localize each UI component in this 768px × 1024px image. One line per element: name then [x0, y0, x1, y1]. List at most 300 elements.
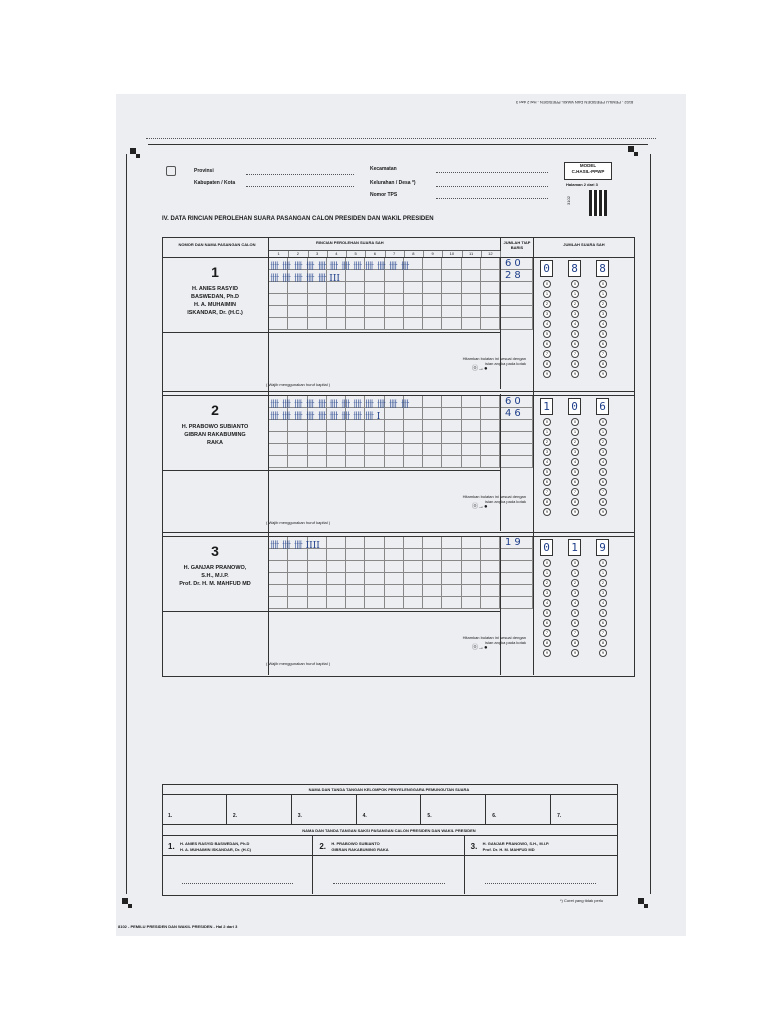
row-total-cell[interactable] — [501, 444, 533, 456]
tally-cell[interactable] — [346, 306, 365, 318]
tally-cell[interactable] — [462, 408, 481, 420]
tally-cell[interactable] — [462, 537, 481, 549]
tally-cell[interactable] — [327, 306, 346, 318]
digit-bubble[interactable]: 8 — [543, 639, 551, 647]
digit-bubble[interactable]: 9 — [571, 508, 579, 516]
tally-cell[interactable] — [385, 432, 404, 444]
tally-cell[interactable] — [423, 294, 442, 306]
tally-cell[interactable] — [385, 282, 404, 294]
tally-cell[interactable] — [288, 318, 307, 330]
tally-cell[interactable] — [327, 456, 346, 468]
digit-bubble[interactable]: 4 — [571, 599, 579, 607]
tally-cell[interactable] — [385, 318, 404, 330]
total-digit-box[interactable]: 0 — [540, 539, 553, 556]
row-total-cell[interactable] — [501, 432, 533, 444]
tally-cell[interactable] — [462, 318, 481, 330]
digit-bubble[interactable]: 4 — [599, 458, 607, 466]
tally-cell[interactable] — [346, 282, 365, 294]
tally-cell[interactable] — [269, 561, 288, 573]
tally-cell[interactable] — [423, 396, 442, 408]
provinsi-field[interactable] — [246, 174, 354, 175]
tally-cell[interactable] — [442, 537, 461, 549]
tally-cell[interactable] — [365, 585, 384, 597]
tally-cell[interactable] — [481, 258, 500, 270]
tally-cell[interactable] — [346, 597, 365, 609]
saksi-slot[interactable] — [465, 835, 615, 894]
digit-bubble[interactable]: 9 — [543, 508, 551, 516]
tally-cell[interactable] — [442, 549, 461, 561]
tally-cell[interactable] — [423, 597, 442, 609]
digit-bubble[interactable]: 4 — [571, 458, 579, 466]
kpps-slot[interactable] — [357, 794, 422, 824]
tally-cell[interactable] — [481, 456, 500, 468]
tally-cell[interactable] — [462, 294, 481, 306]
tally-cell[interactable] — [481, 444, 500, 456]
tally-cell[interactable] — [385, 537, 404, 549]
digit-bubble[interactable]: 7 — [571, 629, 579, 637]
tally-cell[interactable] — [442, 420, 461, 432]
tally-cell[interactable] — [481, 318, 500, 330]
digit-bubble[interactable]: 3 — [571, 310, 579, 318]
tally-cell[interactable] — [346, 561, 365, 573]
tally-cell[interactable] — [269, 294, 288, 306]
digit-bubble[interactable]: 7 — [571, 488, 579, 496]
tally-cell[interactable] — [327, 537, 346, 549]
tally-cell[interactable] — [404, 318, 423, 330]
tally-cell[interactable] — [423, 318, 442, 330]
digit-bubble[interactable]: 1 — [543, 428, 551, 436]
digit-bubble[interactable]: 1 — [543, 290, 551, 298]
candidate-name-box — [162, 258, 268, 333]
tally-cell[interactable] — [365, 306, 384, 318]
tally-cell[interactable] — [269, 585, 288, 597]
total-digit-box[interactable]: 1 — [540, 398, 553, 415]
tally-cell[interactable] — [481, 561, 500, 573]
digit-bubble[interactable]: 9 — [599, 370, 607, 378]
digit-bubble[interactable]: 2 — [571, 438, 579, 446]
digit-bubble[interactable]: 1 — [543, 569, 551, 577]
tally-cell[interactable] — [442, 282, 461, 294]
tally-cell[interactable] — [481, 306, 500, 318]
tally-cell[interactable] — [481, 537, 500, 549]
digit-bubble[interactable]: 6 — [543, 478, 551, 486]
tally-cell[interactable] — [269, 318, 288, 330]
tally-cell[interactable] — [423, 270, 442, 282]
tally-cell[interactable] — [365, 561, 384, 573]
tally-cell[interactable] — [423, 537, 442, 549]
digit-bubble[interactable]: 5 — [543, 330, 551, 338]
digit-bubble[interactable]: 6 — [543, 340, 551, 348]
tally-cell[interactable] — [442, 456, 461, 468]
tally-cell[interactable] — [288, 597, 307, 609]
tally-cell[interactable] — [404, 597, 423, 609]
digit-bubble[interactable]: 6 — [599, 340, 607, 348]
tally-cell[interactable] — [269, 597, 288, 609]
digit-bubble[interactable]: 0 — [571, 559, 579, 567]
digit-bubble[interactable]: 7 — [599, 629, 607, 637]
tally-cell[interactable] — [346, 585, 365, 597]
digit-bubble[interactable]: 6 — [599, 478, 607, 486]
tally-cell[interactable] — [481, 282, 500, 294]
digit-bubble[interactable]: 1 — [599, 428, 607, 436]
digit-bubble[interactable]: 3 — [599, 448, 607, 456]
digit-bubble[interactable]: 3 — [543, 448, 551, 456]
tally-cell[interactable] — [385, 597, 404, 609]
tally-cell[interactable] — [404, 561, 423, 573]
tally-cell[interactable] — [442, 408, 461, 420]
digit-bubble[interactable]: 4 — [543, 458, 551, 466]
model-box — [564, 162, 612, 180]
digit-bubble[interactable]: 3 — [543, 589, 551, 597]
tally-cell[interactable] — [462, 573, 481, 585]
digit-bubble[interactable]: 2 — [571, 579, 579, 587]
digit-bubble[interactable]: 7 — [543, 350, 551, 358]
tally-cell[interactable] — [385, 549, 404, 561]
digit-bubble[interactable]: 4 — [543, 599, 551, 607]
tally-cell[interactable] — [327, 294, 346, 306]
digit-bubble[interactable]: 8 — [543, 360, 551, 368]
tally-cell[interactable] — [404, 456, 423, 468]
digit-bubble[interactable]: 7 — [599, 488, 607, 496]
tally-cell[interactable] — [308, 444, 327, 456]
digit-bubble[interactable]: 8 — [599, 360, 607, 368]
row-total-cell[interactable] — [501, 282, 533, 294]
kpps-slot[interactable] — [292, 794, 357, 824]
tally-cell[interactable] — [308, 585, 327, 597]
digit-bubble[interactable]: 0 — [543, 559, 551, 567]
tally-cell[interactable] — [423, 258, 442, 270]
tally-cell[interactable] — [269, 444, 288, 456]
tally-cell[interactable] — [423, 573, 442, 585]
digit-bubble[interactable]: 4 — [599, 320, 607, 328]
digit-bubble[interactable]: 2 — [543, 579, 551, 587]
tally-cell[interactable] — [346, 549, 365, 561]
tally-cell[interactable] — [404, 432, 423, 444]
row-total-cell[interactable] — [501, 294, 533, 306]
kpps-slot[interactable] — [486, 794, 551, 824]
digit-bubble[interactable]: 7 — [571, 350, 579, 358]
tally-cell[interactable] — [423, 549, 442, 561]
digit-bubble[interactable]: 5 — [571, 330, 579, 338]
tally-cell[interactable] — [308, 432, 327, 444]
tally-cell[interactable] — [365, 294, 384, 306]
digit-bubble[interactable]: 7 — [599, 350, 607, 358]
row-total-cell[interactable] — [501, 306, 533, 318]
tally-cell[interactable] — [423, 432, 442, 444]
tally-cell[interactable] — [442, 597, 461, 609]
digit-bubble[interactable]: 0 — [543, 280, 551, 288]
tally-cell[interactable] — [442, 432, 461, 444]
tally-cell[interactable] — [269, 432, 288, 444]
tally-cell[interactable] — [308, 561, 327, 573]
tally-cell[interactable] — [308, 597, 327, 609]
tally-cell[interactable] — [481, 270, 500, 282]
digit-bubble[interactable]: 2 — [571, 300, 579, 308]
tally-cell[interactable] — [365, 597, 384, 609]
kabupaten-field[interactable] — [246, 186, 354, 187]
digit-bubble[interactable]: 9 — [543, 649, 551, 657]
total-digit-box[interactable]: 6 — [596, 398, 609, 415]
digit-bubble[interactable]: 5 — [543, 468, 551, 476]
tally-cell[interactable] — [288, 585, 307, 597]
tally-cell[interactable] — [462, 561, 481, 573]
tally-cell[interactable] — [365, 573, 384, 585]
digit-bubble[interactable]: 2 — [543, 438, 551, 446]
tally-cell[interactable] — [385, 456, 404, 468]
digit-bubble[interactable]: 8 — [599, 498, 607, 506]
row-total-cell[interactable] — [501, 561, 533, 573]
tally-cell[interactable] — [327, 561, 346, 573]
tally-cell[interactable] — [462, 282, 481, 294]
tally-cell[interactable] — [385, 585, 404, 597]
tally-cell[interactable] — [462, 420, 481, 432]
tally-cell[interactable] — [481, 294, 500, 306]
digit-bubble[interactable]: 9 — [571, 370, 579, 378]
tally-cell[interactable] — [308, 456, 327, 468]
digit-bubble[interactable]: 8 — [571, 498, 579, 506]
tally-cell[interactable] — [481, 585, 500, 597]
digit-bubble[interactable]: 3 — [599, 310, 607, 318]
tally-cell[interactable] — [462, 549, 481, 561]
tally-cell[interactable] — [346, 318, 365, 330]
tally-cell[interactable] — [481, 396, 500, 408]
tps-field[interactable] — [436, 198, 548, 199]
tally-cell[interactable] — [404, 444, 423, 456]
kelurahan-field[interactable] — [436, 186, 548, 187]
total-digit-box[interactable]: 0 — [540, 260, 553, 277]
tally-cell[interactable] — [404, 573, 423, 585]
tally-cell[interactable] — [327, 585, 346, 597]
digit-bubble[interactable]: 5 — [543, 609, 551, 617]
row-total-cell[interactable] — [501, 318, 533, 330]
tally-cell[interactable] — [423, 561, 442, 573]
digit-bubble[interactable]: 2 — [543, 300, 551, 308]
saksi-slot[interactable] — [313, 835, 464, 894]
tally-cell[interactable] — [269, 456, 288, 468]
tally-cell[interactable] — [365, 318, 384, 330]
digit-bubble[interactable]: 9 — [543, 370, 551, 378]
tally-cell[interactable] — [481, 597, 500, 609]
digit-bubble[interactable]: 1 — [599, 569, 607, 577]
tally-cell[interactable] — [423, 444, 442, 456]
tally-cell[interactable] — [462, 270, 481, 282]
tally-cell[interactable] — [462, 258, 481, 270]
tally-cell[interactable] — [308, 294, 327, 306]
kpps-slot[interactable] — [162, 794, 227, 824]
digit-bubble[interactable]: 7 — [543, 488, 551, 496]
tally-cell[interactable] — [442, 561, 461, 573]
row-total-cell[interactable] — [501, 585, 533, 597]
tally-cell[interactable] — [308, 306, 327, 318]
kpps-slot[interactable] — [421, 794, 486, 824]
digit-bubble[interactable]: 2 — [599, 579, 607, 587]
tally-cell[interactable] — [385, 573, 404, 585]
tally-cell[interactable] — [288, 573, 307, 585]
tally-cell[interactable] — [442, 585, 461, 597]
tally-cell[interactable] — [288, 294, 307, 306]
tally-cell[interactable] — [365, 549, 384, 561]
digit-bubble[interactable]: 9 — [599, 649, 607, 657]
tally-cell[interactable] — [385, 306, 404, 318]
tally-cell[interactable] — [462, 432, 481, 444]
total-digit-box[interactable]: 8 — [596, 260, 609, 277]
tally-cell[interactable] — [346, 573, 365, 585]
tally-cell[interactable] — [365, 282, 384, 294]
tally-cell[interactable] — [346, 432, 365, 444]
tally-cell[interactable] — [385, 444, 404, 456]
tally-cell[interactable] — [404, 282, 423, 294]
row-total-cell[interactable] — [501, 420, 533, 432]
tally-cell[interactable] — [442, 294, 461, 306]
saksi-slot[interactable] — [162, 835, 313, 894]
digit-bubble[interactable]: 1 — [599, 290, 607, 298]
row-total-cell[interactable] — [501, 573, 533, 585]
kpps-slot[interactable] — [227, 794, 292, 824]
digit-bubble[interactable]: 1 — [571, 569, 579, 577]
digit-bubble[interactable]: 5 — [599, 330, 607, 338]
digit-bubble[interactable]: 5 — [599, 609, 607, 617]
tally-cell[interactable] — [404, 420, 423, 432]
tally-cell[interactable] — [462, 456, 481, 468]
tally-cell[interactable] — [288, 306, 307, 318]
digit-bubble[interactable]: 0 — [599, 559, 607, 567]
tally-cell[interactable] — [442, 396, 461, 408]
tally-cell[interactable] — [404, 306, 423, 318]
digit-bubble[interactable]: 6 — [571, 340, 579, 348]
digit-bubble[interactable]: 6 — [571, 478, 579, 486]
tally-cell[interactable] — [288, 432, 307, 444]
digit-bubble[interactable]: 5 — [599, 468, 607, 476]
tally-cell[interactable] — [462, 306, 481, 318]
tally-cell[interactable] — [269, 573, 288, 585]
digit-bubble[interactable]: 3 — [599, 589, 607, 597]
tally-cell[interactable] — [365, 537, 384, 549]
row-total-cell[interactable] — [501, 456, 533, 468]
tally-cell[interactable] — [385, 561, 404, 573]
tally-cell[interactable] — [346, 444, 365, 456]
tally-cell[interactable] — [269, 306, 288, 318]
digit-bubble[interactable]: 8 — [571, 639, 579, 647]
tally-cell[interactable] — [423, 306, 442, 318]
tally-cell[interactable] — [404, 585, 423, 597]
tally-cell[interactable] — [327, 573, 346, 585]
digit-bubble[interactable]: 5 — [571, 609, 579, 617]
digit-bubble[interactable]: 3 — [543, 310, 551, 318]
digit-bubble[interactable]: 8 — [571, 360, 579, 368]
tally-cell[interactable] — [327, 549, 346, 561]
tally-cell[interactable] — [423, 456, 442, 468]
digit-bubble[interactable]: 5 — [571, 468, 579, 476]
tally-cell[interactable] — [327, 597, 346, 609]
tally-cell[interactable] — [423, 585, 442, 597]
tally-cell[interactable] — [481, 549, 500, 561]
tally-cell[interactable] — [442, 444, 461, 456]
digit-bubble[interactable]: 0 — [599, 280, 607, 288]
tally-cell[interactable] — [385, 294, 404, 306]
tally-cell[interactable] — [288, 456, 307, 468]
tally-cell[interactable] — [442, 306, 461, 318]
total-digit-box[interactable]: 8 — [568, 260, 581, 277]
tally-cell[interactable] — [308, 318, 327, 330]
digit-bubble[interactable]: 2 — [599, 438, 607, 446]
kecamatan-field[interactable] — [436, 172, 548, 173]
tally-cell[interactable] — [404, 294, 423, 306]
tally-cell[interactable] — [442, 573, 461, 585]
digit-bubble[interactable]: 6 — [571, 619, 579, 627]
tally-cell[interactable] — [442, 270, 461, 282]
tally-cell[interactable] — [327, 444, 346, 456]
digit-bubble[interactable]: 1 — [571, 290, 579, 298]
tally-cell[interactable] — [442, 318, 461, 330]
total-digit-box[interactable]: 9 — [596, 539, 609, 556]
total-digit-box[interactable]: 1 — [568, 539, 581, 556]
tally-cell[interactable] — [423, 420, 442, 432]
tally-cell[interactable] — [308, 573, 327, 585]
digit-bubble[interactable]: 4 — [543, 320, 551, 328]
tally-cell[interactable] — [481, 432, 500, 444]
digit-bubble[interactable]: 3 — [571, 589, 579, 597]
tally-cell[interactable] — [327, 432, 346, 444]
tally-cell[interactable] — [481, 573, 500, 585]
column-number: 2 — [288, 251, 308, 257]
tally-cell[interactable] — [481, 408, 500, 420]
digit-bubble[interactable]: 0 — [543, 418, 551, 426]
tally-cell[interactable] — [404, 549, 423, 561]
digit-bubble[interactable]: 4 — [599, 599, 607, 607]
kpps-slot[interactable] — [551, 794, 615, 824]
row-total-cell[interactable] — [501, 549, 533, 561]
tally-cell[interactable] — [404, 537, 423, 549]
digit-bubble[interactable]: 2 — [599, 300, 607, 308]
digit-bubble[interactable]: 6 — [599, 619, 607, 627]
tally-cell[interactable] — [462, 444, 481, 456]
tally-cell[interactable] — [423, 282, 442, 294]
tally-cell[interactable] — [462, 585, 481, 597]
tally-cell[interactable] — [346, 537, 365, 549]
tally-cell[interactable] — [365, 432, 384, 444]
digit-bubble[interactable]: 0 — [599, 418, 607, 426]
tally-cell[interactable] — [423, 408, 442, 420]
tally-cell[interactable] — [288, 444, 307, 456]
saksi-title: NAMA DAN TANDA TANGAN SAKSI PASANGAN CALON PRESIDEN DAN WAKIL PRESIDEN — [302, 828, 476, 833]
digit-bubble[interactable]: 9 — [599, 508, 607, 516]
digit-bubble[interactable]: 4 — [571, 320, 579, 328]
row-total-cell[interactable] — [501, 597, 533, 609]
tally-cell[interactable] — [365, 444, 384, 456]
tally-cell[interactable] — [346, 456, 365, 468]
tally-cell[interactable] — [462, 597, 481, 609]
tally-cell[interactable] — [288, 561, 307, 573]
digit-bubble[interactable]: 7 — [543, 629, 551, 637]
digit-bubble[interactable]: 0 — [571, 280, 579, 288]
digit-bubble[interactable]: 6 — [543, 619, 551, 627]
digit-bubble[interactable]: 9 — [571, 649, 579, 657]
tally-cell[interactable] — [365, 456, 384, 468]
digit-bubble[interactable]: 8 — [599, 639, 607, 647]
candidate-name-box — [162, 537, 268, 612]
tally-cell[interactable] — [346, 294, 365, 306]
digit-bubble[interactable]: 8 — [543, 498, 551, 506]
tally-cell[interactable] — [442, 258, 461, 270]
digit-bubble[interactable]: 0 — [571, 418, 579, 426]
tally-cell[interactable] — [385, 420, 404, 432]
tally-cell[interactable] — [481, 420, 500, 432]
tally-cell[interactable] — [462, 396, 481, 408]
digit-bubble[interactable]: 1 — [571, 428, 579, 436]
digit-bubble[interactable]: 3 — [571, 448, 579, 456]
total-digit-box[interactable]: 0 — [568, 398, 581, 415]
tally-cell[interactable] — [327, 318, 346, 330]
